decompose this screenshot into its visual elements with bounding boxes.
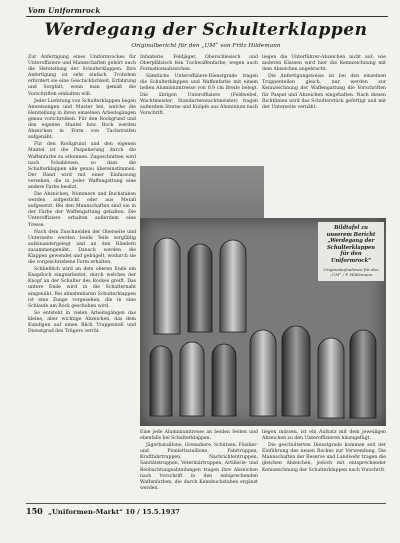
paragraph: Die geschulterten Dienstgrade kommen seit der Einführung des neuen Rockes zur Verwendung. Die Mannschaften der Reserve und Landwehr tragen die gleichen Abzeichen, jedoch mit entsprechender Kennzeichnung der Schulterklappen nach Vorschrift. <box>262 443 386 473</box>
section-label: Vom Uniformrock <box>28 6 101 15</box>
paragraph: Jeder Lieferung von Schulterklappen liegen Anweisungen und Muster bei, welche die Herstellung in ihren einzelnen Arbeitsgängen genau vorschreiben. Für den Rockgrund und den eigenen Mantel bzw. Rock werden Abzeichen in Form von Tuchstreifen aufgenäht. <box>28 98 136 141</box>
photo-upper-strip <box>140 166 264 218</box>
paragraph: Zur Anfertigung eines Uniformrockes für Unteroffiziere und Mannschaften gehört auch die Herstellung der Schulterklappen. Ihre Anfertigung ist sehr einfach. Trotzdem erfordert sie eine Geschicklichkeit, Erfahrung und Sorgfalt, wenn man gemäß die Vorschriften einhalten will. <box>28 55 136 97</box>
footer-rule <box>26 503 386 504</box>
column-bottom-middle <box>140 430 258 502</box>
column-bottom-right <box>262 430 386 502</box>
shoulder-strap-piece <box>282 326 310 416</box>
paragraph: Die Abzeichen, Nummern und Buchstaben werden aufgestickt oder aus Metall aufgesetzt. Bei den Mannschaften sind sie in der Farbe der Waffengattung gehalten. Die Unteroffiziere erhalten außerdem eine Tresse. <box>28 192 136 228</box>
shoulder-strap-piece <box>318 338 344 418</box>
page-footer <box>26 506 180 516</box>
paragraph: Sämtliche Unteroffiziers-Dienstgrade tragen die Schulterklappen und Waffenfarbe mit einem hellen Aluminiumtresse von 0,9 cm Breite belegt. Die übrigen Unteroffiziere (Feldwebel, Wachtmeister, Standartenwachtmeister) tragen außerdem Sterne und Knöpfe aus Aluminium nach Vorschrift. <box>140 74 259 116</box>
paragraph: Jägerbataillone, Grenadiere, Schützen, Füsilier- und Pionierbataillone, Fahrtruppen, Kraftfahrtruppen, Nachrichtentruppen, Sanitätstruppen, Veterinärtruppen, Artillerie- und Beobachtungsabteilungen tragen ihre Abzeichen nach Vorschrift in den entsprechenden Waffenfarben, die durch Kennbuchstaben ergänzt werden. <box>140 443 258 491</box>
publication-info: „Uniformen-Markt“ 10 / 15.5.1937 <box>48 508 180 516</box>
paragraph: Für den Rockgrund und den eigenen Mantel ist die Paspelierung durch die Waffenfarbe zu erkennen. Zugeschnitten wird nach Schablonen, so dass die Schulterklappen alle genau übereinstimmen. Der Rand wird mit einer Einfassung versehen, die in jeder Waffengattung eine andere Farbe besitzt. <box>28 142 136 190</box>
shoulder-strap-piece <box>350 330 376 418</box>
shoulder-strap-piece <box>250 330 276 416</box>
caption-title: Bildtafel zu unserem Bericht „Werdegang der Schulterklappen für den Uniformrock“ <box>326 225 376 264</box>
shoulder-strap-piece <box>220 240 246 332</box>
shoulder-strap-piece <box>212 344 236 416</box>
caption-credit: Originalaufnahmen für den „UM“ / F. Hildemann <box>323 266 379 277</box>
shoulder-strap-piece <box>154 238 180 334</box>
shoulder-strap-piece <box>180 342 204 416</box>
header-rule <box>26 16 388 17</box>
paragraph: liegen müssen, ist ein Aufsatz mit dem jeweiligen Abzeichen zu den Unteroffizieren hinzugefügt. <box>262 430 386 442</box>
article-byline: Originalbericht für den „UM“ von Fritz Hildemann <box>131 43 281 49</box>
paragraph: Infanterie, Feldjäger, Oberschlesisch und Oberpfälzisch fein Tuchwaffenfarbe; wegen auch Formationsabzeichen. <box>140 55 258 73</box>
paragraph: Die Anfertigungsweise ist bei den einzelnen Truppenteilen gleich, nur werden zur Kennzeichnung der Waffengattung die Vorschriften für Paspel und Abzeichen eingehalten. Nach diesen Richtlinien wird das Schulterstück gefertigt und mit der Unterseite vernäht. <box>262 74 386 110</box>
paragraph: Nach dem Zuschneiden der Oberseite und Unterseite werden beide Teile sorgfältig aufeinandergelegt und an den Rändern zusammengenäht. Danach werden die Klappen gewendet und gebügelt, wodurch sie die vorgeschriebene Form erhalten. <box>28 229 136 266</box>
column-middle <box>140 55 258 165</box>
column-right <box>262 55 386 215</box>
paragraph: liegen die Unterführer-Abzeichen nicht auf; wie anderen Klassen wird hier die Kennzeichnung mit dem Abzeichen angebracht. <box>262 55 386 73</box>
paragraph: Schließlich wird an dem oberen Ende ein Knopfloch eingearbeitet, durch welches der Knopf an der Schulter des Rockes greift. Das untere Ende wird in die Schulternaht eingenäht. Bei abnehmbaren Schulterklappen ist eine Zunge vorgesehen, die in eine Schlaufe am Rock geschoben wird. <box>28 267 136 309</box>
photo-caption <box>318 222 384 281</box>
shoulder-strap-piece <box>150 346 172 416</box>
article-title: Werdegang der Schulterklappen <box>44 20 368 40</box>
shoulder-strap-piece <box>188 244 212 332</box>
paragraph: Eine jede Aluminiumtresse an beiden Seiten und ebenfalls bei Schulterklappen. <box>140 430 258 442</box>
page-number: 150 <box>26 506 43 516</box>
column-left <box>28 55 136 501</box>
paragraph: So entsteht in vielen Arbeitsgängen das kleine, aber wichtige Abzeichen, das dem Kundigen auf einen Blick Truppenteil und Dienstgrad des Trägers verrät. <box>28 310 136 335</box>
